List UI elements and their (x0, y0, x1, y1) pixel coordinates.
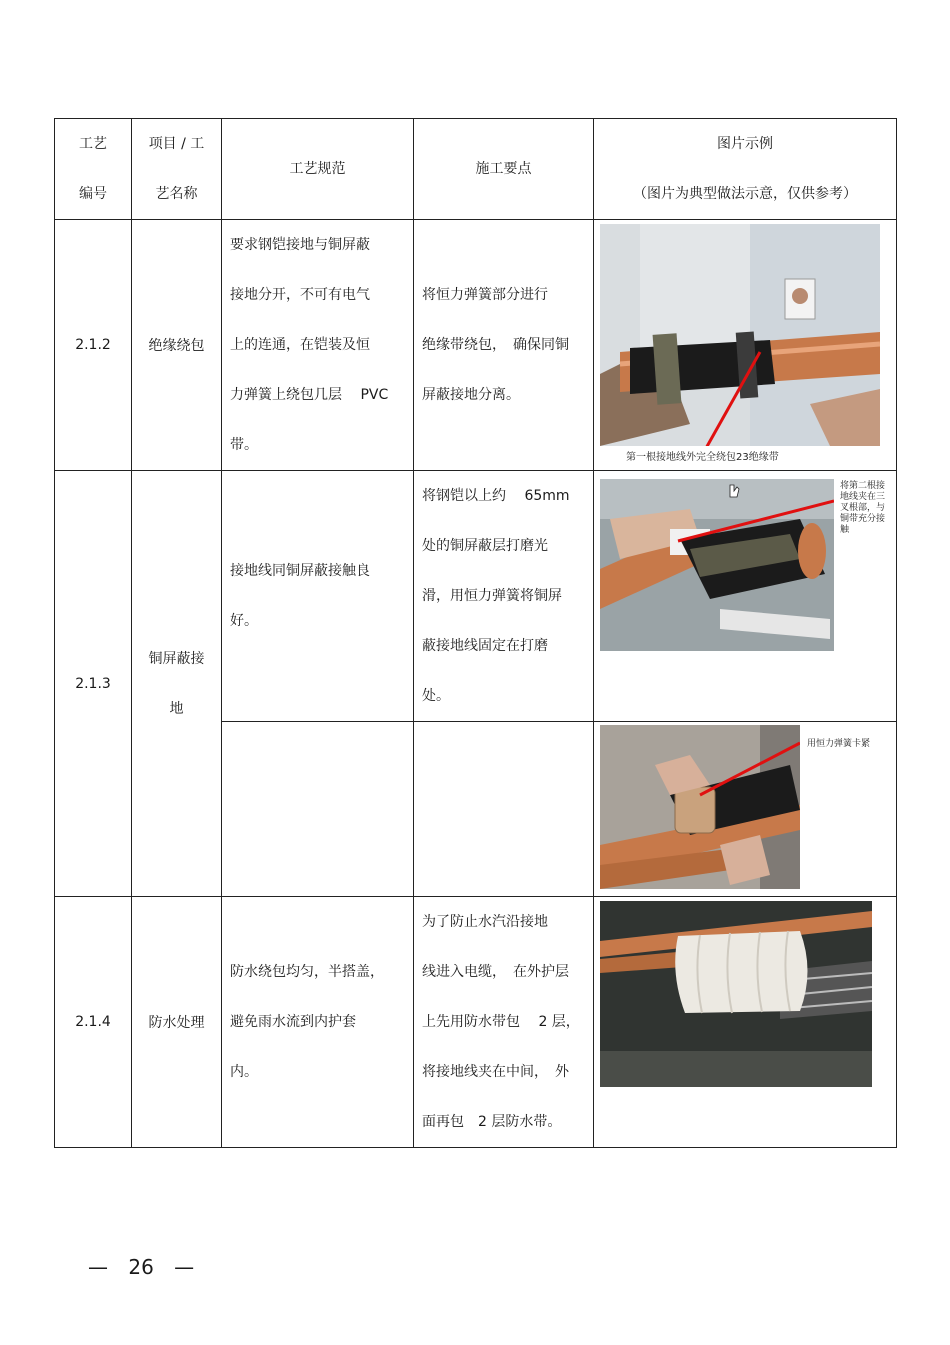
row-points: 将钢铠以上约 65mm 处的铜屏蔽层打磨光 滑，用恒力弹簧将铜屏 蔽接地线固定在打磨 处。 (414, 471, 594, 722)
waterproof-wrap-illustration (600, 901, 872, 1087)
row-spec-empty (222, 722, 414, 897)
table-row (55, 471, 897, 722)
photo-insulation-wrap (600, 224, 880, 468)
header-example: 图片示例 （图片为典型做法示意，仅供参考） (594, 119, 897, 220)
footer-dash-right: — (174, 1255, 195, 1279)
row-points-empty (414, 722, 594, 897)
photo-caption: 将第二根接地线夹在三叉根部，与铜带充分接触 (840, 481, 886, 535)
header-name: 项目 / 工 艺名称 (132, 119, 222, 220)
insulation-wrap-illustration (600, 224, 880, 468)
footer-dash-left: — (88, 1255, 108, 1279)
row-example-image (594, 897, 897, 1148)
page-footer (88, 1255, 194, 1279)
row-example-image (594, 471, 897, 722)
constant-spring-illustration (600, 725, 800, 889)
header-points: 施工要点 (414, 119, 594, 220)
row-code: 2.1.4 (55, 897, 132, 1148)
process-spec-table (54, 118, 897, 1148)
row-code: 2.1.3 (55, 471, 132, 897)
row-points: 为了防止水汽沿接地 线进入电缆， 在外护层 上先用防水带包 2 层， 将接地线夹在中间， 外 面再包 2 层防水带。 (414, 897, 594, 1148)
copper-shield-illustration (600, 479, 834, 651)
row-example-image (594, 220, 897, 471)
row-example-image (594, 722, 897, 897)
page-number: 26 (128, 1255, 154, 1279)
row-spec: 接地线同铜屏蔽接触良 好。 (222, 471, 414, 722)
photo-caption: 用恒力弹簧卡紧 (807, 739, 871, 749)
row-name: 防水处理 (132, 897, 222, 1148)
row-points: 将恒力弹簧部分进行 绝缘带绕包， 确保同铜 屏蔽接地分离。 (414, 220, 594, 471)
photo-waterproof-wrap (600, 901, 872, 1087)
row-name: 绝缘绕包 (132, 220, 222, 471)
table-header-row (55, 119, 897, 220)
header-code: 工艺 编号 (55, 119, 132, 220)
row-name: 铜屏蔽接 地 (132, 471, 222, 897)
row-code: 2.1.2 (55, 220, 132, 471)
photo-caption: 第一根接地线外完全绕包23绝缘带 (626, 452, 779, 463)
row-spec: 要求钢铠接地与铜屏蔽 接地分开，不可有电气 上的连通，在铠装及恒 力弹簧上绕包几层 PVC 带。 (222, 220, 414, 471)
photo-copper-shield (600, 479, 896, 664)
row-spec: 防水绕包均匀，半搭盖， 避免雨水流到内护套 内。 (222, 897, 414, 1148)
photo-constant-spring (600, 725, 880, 893)
table-row (55, 220, 897, 471)
header-spec: 工艺规范 (222, 119, 414, 220)
table-row (55, 897, 897, 1148)
